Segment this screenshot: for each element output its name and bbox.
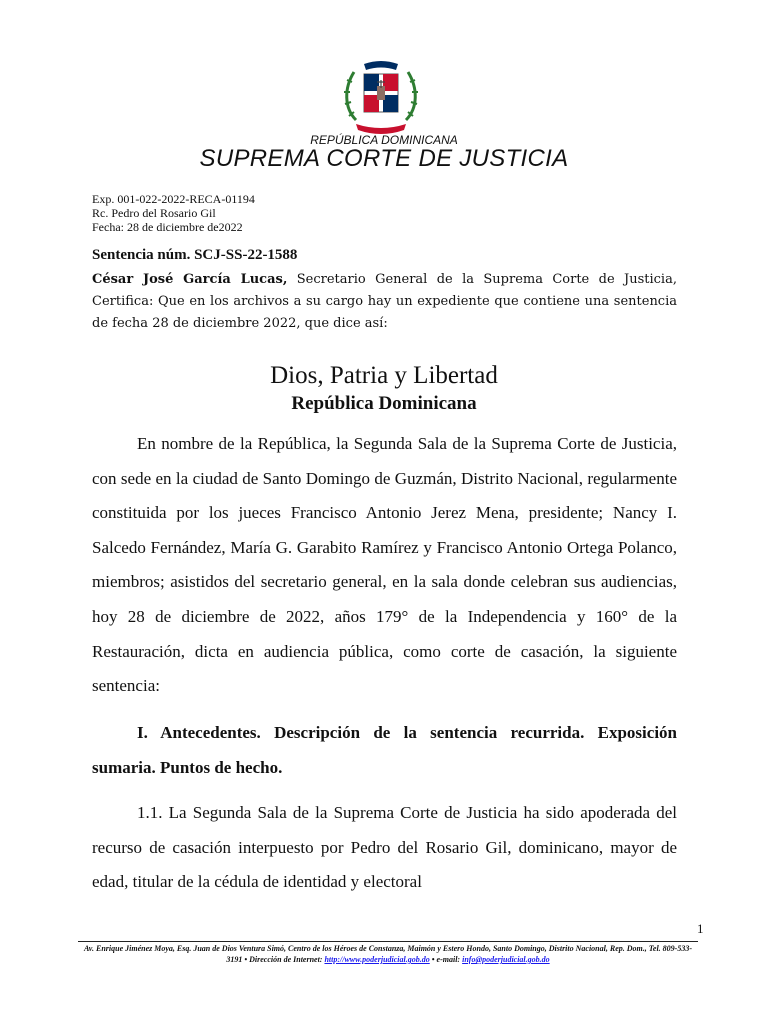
certification-text: Secretario General de la Suprema Corte de Justicia, Certifica: Que en los archivos a su cargo hay un expediente que contiene una sentencia de fecha 28 de diciembre 2022, que dice así: [92,272,677,331]
case-number: Exp. 001-022-2022-RECA-01194 [92,192,255,206]
page-number: 1 [697,921,704,936]
case-date: Fecha: 28 de diciembre de2022 [92,220,243,234]
paragraph-1-1: 1.1. La Segunda Sala de la Suprema Corte de Justicia ha sido apoderada del recurso de casación interpuesto por Pedro del Rosario Gil, dominicano, mayor de edad, titular de la cédula de identidad y electoral [92,803,677,892]
coat-of-arms-emblem [340,58,422,140]
website-link[interactable]: http://www.poderjudicial.gob.do [324,955,430,964]
appellant: Rc. Pedro del Rosario Gil [92,206,216,220]
case-metadata [92,192,255,234]
court-title: SUPREMA CORTE DE JUSTICIA [199,145,569,172]
footer-address: Av. Enrique Jiménez Moya, Esq. Juan de Dios Ventura Simó, Centro de los Héroes de Constanza, Maimón y Estero Hondo, Santo Domingo, Distrito Nacional, Rep. Dom., Tel. 809-533-3191 [84,944,692,964]
certification-paragraph [92,269,677,335]
footer-divider [78,941,698,942]
intro-paragraph: En nombre de la República, la Segunda Sala de la Suprema Corte de Justicia, con sede en la ciudad de Santo Domingo de Guzmán, Distrito Nacional, regularmente constituida por los jueces Francisco Antonio Jerez Mena, presidente; Nancy I. Salcedo Fernández, María G. Garabito Ramírez y Francisco Antonio Ortega Polanco, miembros; asistidos del secretario general, en la sala donde celebran sus audiencias, hoy 28 de diciembre de 2022, años 179° de la Independencia y 160° de la Restauración, dicta en audiencia pública, como corte de casación, la siguiente sentencia: [92,434,677,696]
section-heading: I. Antecedentes. Descripción de la sentencia recurrida. Exposición sumaria. Puntos de hecho. [92,723,677,777]
country-label: REPÚBLICA DOMINICANA [310,133,458,147]
email-link[interactable]: info@poderjudicial.gob.do [462,955,550,964]
motto-heading: Dios, Patria y Libertad [270,362,498,389]
secretary-name: César José García Lucas, [92,272,288,287]
footer-internet-label: • Dirección de Internet: [242,955,325,964]
republic-heading: República Dominicana [291,393,477,414]
footer [78,943,698,965]
sentence-number: Sentencia núm. SCJ-SS-22-1588 [92,247,298,263]
footer-email-label: • e-mail: [429,955,463,964]
